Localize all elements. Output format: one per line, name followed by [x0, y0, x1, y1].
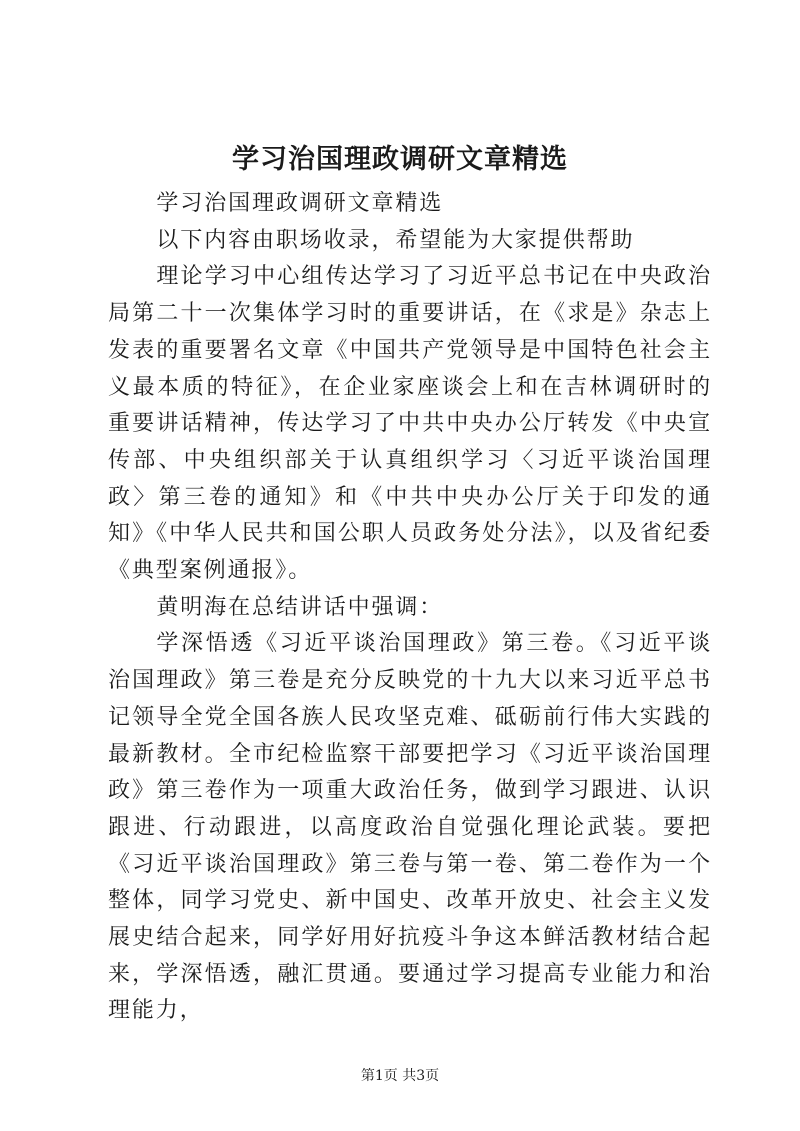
page-footer: 第1页 共3页 [360, 1068, 440, 1084]
paragraph-study-content: 理论学习中心组传达学习了习近平总书记在中央政治局第二十一次集体学习时的重要讲话，在《求是》杂志上发表的重要署名文章《中国共产党领导是中国特色社会主义最本质的特征》，在企业家座谈会上和在吉林调研时的重要讲话精神，传达学习了中共中央办公厅转发《中央宣传部、中央组织部关于认真组织学习〈习近平谈治国理政〉第三卷的通知》和《中共中央办公厅关于印发的通知》《中华人民共和国公职人员政务处分法》，以及省纪委《典型案例通报》。 [108, 264, 712, 584]
paragraph-intro: 以下内容由职场收录，希望能为大家提供帮助 [156, 227, 635, 253]
paragraph-study-volume-three: 学深悟透《习近平谈治国理政》第三卷。《习近平谈治国理政》第三卷是充分反映党的十九大以来习近平总书记领导全党全国各族人民攻坚克难、砥砺前行伟大实践的最新教材。全市纪检监察干部要把学习《习近平谈治国理政》第三卷作为一项重大政治任务，做到学习跟进、认识跟进、行动跟进，以高度政治自觉强化理论武装。要把《习近平谈治国理政》第三卷与第一卷、第二卷作为一个整体，同学习党史、新中国史、改革开放史、社会主义发展史结合起来，同学好用好抗疫斗争这本鲜活教材结合起来，学深悟透，融汇贯通。要通过学习提高专业能力和治理能力， [108, 631, 712, 1024]
document-title: 学习治国理政调研文章精选 [232, 144, 568, 175]
paragraph-summary-lead: 黄明海在总结讲话中强调： [156, 594, 444, 620]
paragraph-subtitle: 学习治国理政调研文章精选 [156, 191, 444, 216]
document-body [108, 186, 712, 1030]
